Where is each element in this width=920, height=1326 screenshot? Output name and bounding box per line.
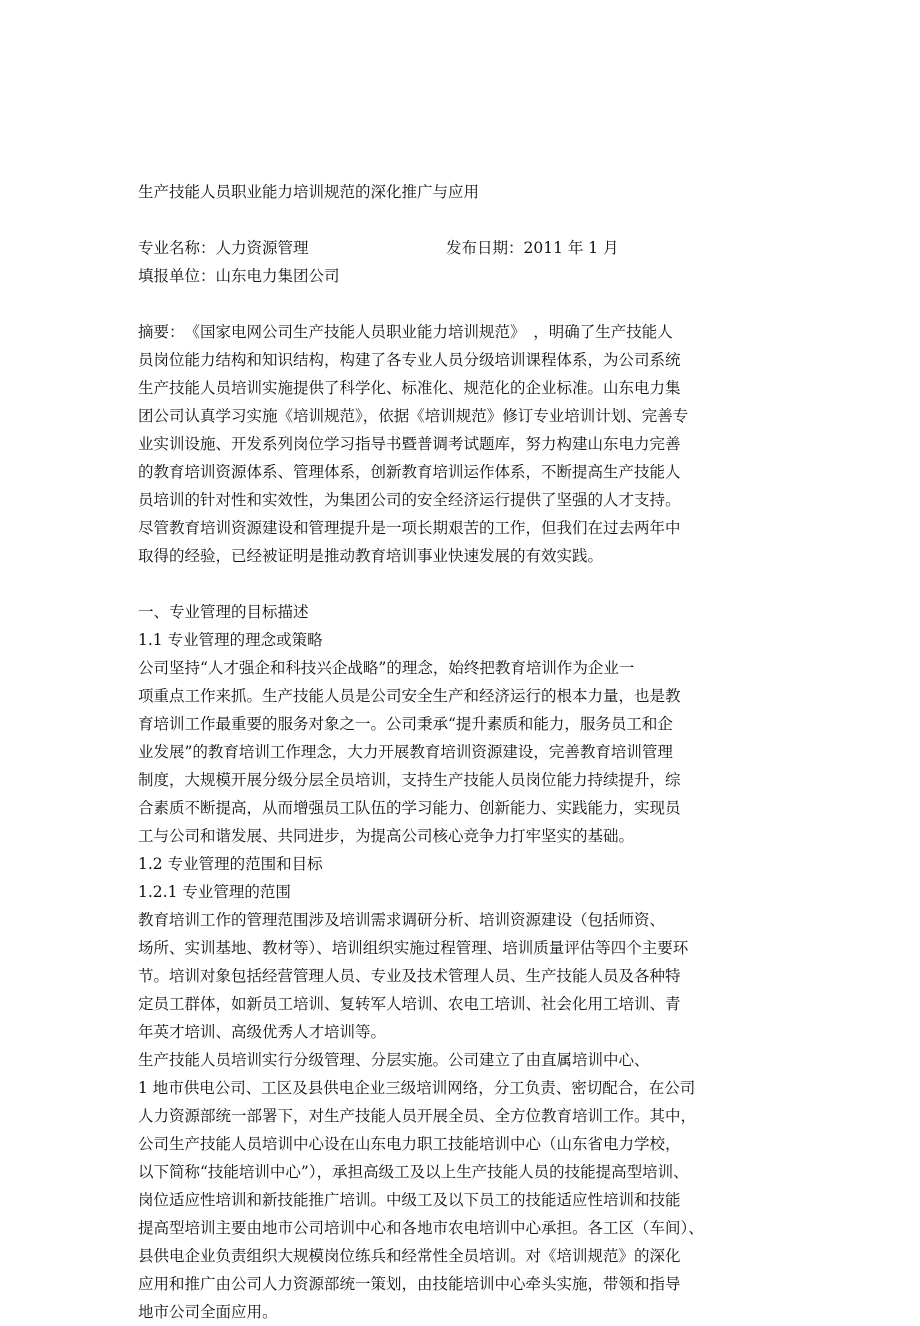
spacer [138, 290, 722, 318]
body-line: 教育培训工作的管理范围涉及培训需求调研分析、培训资源建设（包括师资、 [138, 911, 666, 929]
body-line: 岗位适应性培训和新技能推广培训。中级工及以下员工的技能适应性培训和技能 [138, 1191, 681, 1209]
major-field: 专业名称：人力资源管理 [138, 239, 309, 257]
body-line: 年英才培训、高级优秀人才培训等。 [138, 1023, 387, 1041]
body-line: 生产技能人员培训实行分级管理、分层实施。公司建立了由直属培训中心、 [138, 1051, 650, 1069]
training-network-paragraph [138, 1046, 722, 1326]
abstract-line: 团公司认真学习实施《培训规范》，依据《培训规范》修订专业培训计划、完善专 [138, 407, 689, 425]
body-line: 业发展”的教育培训工作理念，大力开展教育培训资源建设，完善教育培训管理 [138, 743, 673, 761]
body-line: 工与公司和谐发展、共同进步，为提高公司核心竞争力打牢坚实的基础。 [138, 827, 635, 845]
abstract-line: 生产技能人员培训实施提供了科学化、标准化、规范化的企业标准。山东电力集 [138, 379, 681, 397]
document-title: 生产技能人员职业能力培训规范的深化推广与应用 [138, 183, 480, 201]
body-line: 提高型培训主要由地市公司培训中心和各地市农电培训中心承担。各工区（车间）、 [138, 1219, 704, 1237]
section-heading: 一、专业管理的目标描述 [138, 603, 309, 621]
abstract-line: 员岗位能力结构和知识结构，构建了各专业人员分级培训课程体系，为公司系统 [138, 351, 681, 369]
spacer [138, 570, 722, 598]
body-line: 育培训工作最重要的服务对象之一。公司秉承“提升素质和能力，服务员工和企 [138, 715, 673, 733]
abstract-line: 业实训设施、开发系列岗位学习指导书暨普调考试题库，努力构建山东电力完善 [138, 435, 681, 453]
subsection-heading: 1.2 专业管理的范围和目标 [138, 855, 323, 873]
body-line: 县供电企业负责组织大规模岗位练兵和经常性全员培训。对《培训规范》的深化 [138, 1247, 681, 1265]
body-line: 地市公司全面应用。 [138, 1303, 278, 1321]
subsubsection-heading: 1.2.1 专业管理的范围 [138, 883, 291, 901]
spacer [138, 206, 722, 234]
body-line: 制度，大规模开展分级分层全员培训，支持生产技能人员岗位能力持续提升，综 [138, 771, 681, 789]
body-line: 定员工群体，如新员工培训、复转军人培训、农电工培训、社会化用工培训、青 [138, 995, 681, 1013]
abstract-line: 尽管教育培训资源建设和管理提升是一项长期艰苦的工作，但我们在过去两年中 [138, 519, 681, 537]
body-line: 合素质不断提高，从而增强员工队伍的学习能力、创新能力、实践能力，实现员 [138, 799, 681, 817]
abstract-line: 员培训的针对性和实效性，为集团公司的安全经济运行提供了坚强的人才支持。 [138, 491, 681, 509]
abstract-line: 取得的经验，已经被证明是推动教育培训事业快速发展的有效实践。 [138, 547, 604, 565]
body-line: 项重点工作来抓。生产技能人员是公司安全生产和经济运行的根本力量，也是教 [138, 687, 681, 705]
body-line: 公司生产技能人员培训中心设在山东电力职工技能培训中心（山东省电力学校， [138, 1135, 681, 1153]
subsection-heading: 1.1 专业管理的理念或策略 [138, 631, 323, 649]
body-line: 1 地市供电公司、工区及县供电企业三级培训网络，分工负责、密切配合，在公司 [138, 1079, 696, 1097]
abstract-line: 的教育培训资源体系、管理体系，创新教育培训运作体系，不断提高生产技能人 [138, 463, 681, 481]
body-line: 节。培训对象包括经营管理人员、专业及技术管理人员、生产技能人员及各种特 [138, 967, 681, 985]
scope-paragraph [138, 906, 722, 1046]
abstract-paragraph [138, 318, 722, 570]
meta-row [138, 234, 722, 262]
body-line: 公司坚持“人才强企和科技兴企战略”的理念，始终把教育培训作为企业一 [138, 659, 635, 677]
body-line: 以下简称“技能培训中心”），承担高级工及以上生产技能人员的技能提高型培训、 [138, 1163, 689, 1181]
body-line: 场所、实训基地、教材等）、培训组织实施过程管理、培训质量评估等四个主要环 [138, 939, 689, 957]
document-page [138, 178, 722, 1326]
publish-date: 发布日期：2011 年 1 月 [446, 239, 619, 257]
abstract-line: 摘要： 《国家电网公司生产技能人员职业能力培训规范》 ，明确了生产技能人 [138, 323, 673, 341]
strategy-paragraph [138, 654, 722, 850]
body-line: 应用和推广由公司人力资源部统一策划，由技能培训中心牵头实施，带领和指导 [138, 1275, 681, 1293]
reporting-unit: 填报单位：山东电力集团公司 [138, 267, 340, 285]
body-line: 人力资源部统一部署下，对生产技能人员开展全员、全方位教育培训工作。其中， [138, 1107, 697, 1125]
